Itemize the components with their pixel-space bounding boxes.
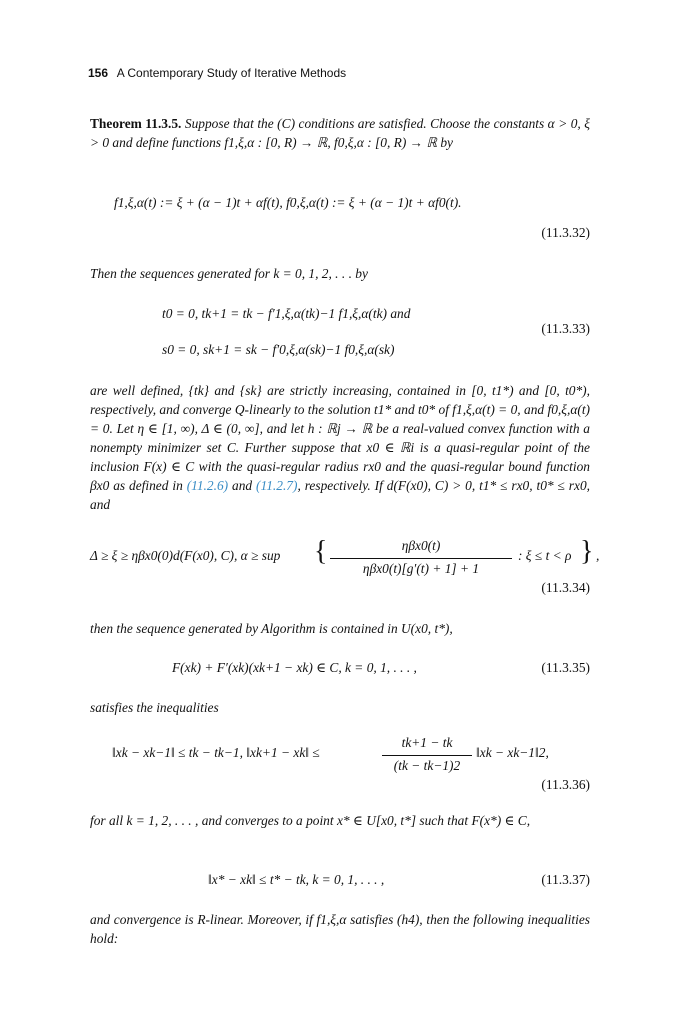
equation-11-3-34-denominator: ηβx0(t)[g′(t) + 1] + 1 bbox=[362, 561, 480, 576]
theorem-intro-text: Suppose that the (C) conditions are satisfied. Choose the constants α > 0, ξ > 0 and define functions f1,ξ,α : [0, R) → ℝ, f0,ξ,α : [0, R) → ℝ by bbox=[90, 116, 590, 150]
equation-number-11-3-37: (11.3.37) bbox=[541, 872, 590, 887]
equation-11-3-34-numerator: ηβx0(t) bbox=[401, 538, 441, 553]
equation-number-11-3-35: (11.3.35) bbox=[541, 660, 590, 675]
equation-11-3-36-numerator: tk+1 − tk bbox=[401, 735, 453, 750]
theorem-body bbox=[90, 381, 590, 514]
page-number: 156 bbox=[88, 66, 109, 80]
equation-11-3-35: F(xk) + F′(xk)(xk+1 − xk) ∈ C, k = 0, 1, . . . , bbox=[172, 660, 417, 675]
equation-11-3-33-line2: s0 = 0, sk+1 = sk − f′0,ξ,α(sk)−1 f0,ξ,α(sk) bbox=[162, 342, 395, 357]
fraction-bar-2 bbox=[382, 755, 472, 756]
fraction-bar bbox=[330, 558, 512, 559]
left-brace: { bbox=[314, 536, 328, 567]
running-header bbox=[88, 66, 346, 80]
theorem-body-text: are well defined, {tk} and {sk} are strictly increasing, contained in [0, t1*) and [0, t0*), respectively, and converge Q-linearly to the solution t1* and t0* of f1,ξ,α(t) = 0, and f0,ξ,α(t) = 0. Let η ∈ [1, ∞), Δ ∈ (0, ∞], and let h : ℝj → ℝ be a real-valued convex function with a nonempty minimizer set C. Further suppose that x0 ∈ ℝi is a quasi-regular point of the inclusion F(x) ∈ C with the quasi-regular radius rx0 and the quasi-regular bound function βx0 as defined in bbox=[90, 383, 590, 493]
comma: , bbox=[596, 548, 600, 563]
running-title: A Contemporary Study of Iterative Methods bbox=[116, 66, 347, 80]
equation-11-3-36-left: ‖xk − xk−1‖ ≤ tk − tk−1, ‖xk+1 − xk‖ ≤ bbox=[112, 745, 320, 760]
equation-11-3-36-right: ‖xk − xk−1‖2, bbox=[476, 745, 549, 760]
convergence-sentence: for all k = 1, 2, . . . , and converges to a point x* ∈ U[x0, t*] such that F(x*) ∈ C, bbox=[90, 813, 531, 828]
theorem-intro bbox=[90, 114, 590, 152]
theorem-body-tail: , respectively. If d(F(x0), C) > 0, t1* ≤ rx0, t0* ≤ rx0, and bbox=[90, 478, 590, 512]
equation-11-3-34-left: Δ ≥ ξ ≥ ηβx0(0)d(F(x0), C), α ≥ sup bbox=[90, 548, 281, 563]
equation-number-11-3-34: (11.3.34) bbox=[541, 580, 590, 595]
algorithm-sentence: then the sequence generated by Algorithm is contained in U(x0, t*), bbox=[90, 621, 453, 636]
equation-11-3-34-condition: : ξ ≤ t < ρ bbox=[518, 548, 572, 563]
satisfies-sentence: satisfies the inequalities bbox=[90, 700, 219, 715]
equation-number-11-3-32: (11.3.32) bbox=[541, 225, 590, 240]
reference-link-11-2-6[interactable]: (11.2.6) bbox=[186, 478, 229, 493]
equation-11-3-37: ‖x* − xk‖ ≤ t* − tk, k = 0, 1, . . . , bbox=[208, 872, 385, 887]
equation-number-11-3-33: (11.3.33) bbox=[541, 321, 590, 336]
right-brace: } bbox=[580, 536, 594, 567]
theorem-label: Theorem 11.3.5. bbox=[90, 116, 182, 131]
sequence-intro: Then the sequences generated for k = 0, 1, 2, . . . by bbox=[90, 266, 368, 281]
equation-number-11-3-36: (11.3.36) bbox=[541, 777, 590, 792]
reference-link-11-2-7[interactable]: (11.2.7) bbox=[256, 478, 298, 493]
equation-11-3-36-denominator: (tk − tk−1)2 bbox=[393, 758, 461, 773]
conjunction-and: and bbox=[232, 478, 253, 493]
equation-11-3-32: f1,ξ,α(t) := ξ + (α − 1)t + αf(t), f0,ξ,α(t) := ξ + (α − 1)t + αf0(t). bbox=[114, 195, 462, 210]
closing-sentence: and convergence is R-linear. Moreover, if f1,ξ,α satisfies (h4), then the following inequalities hold: bbox=[90, 912, 590, 946]
equation-11-3-33-line1: t0 = 0, tk+1 = tk − f′1,ξ,α(tk)−1 f1,ξ,α(tk) and bbox=[162, 306, 411, 321]
